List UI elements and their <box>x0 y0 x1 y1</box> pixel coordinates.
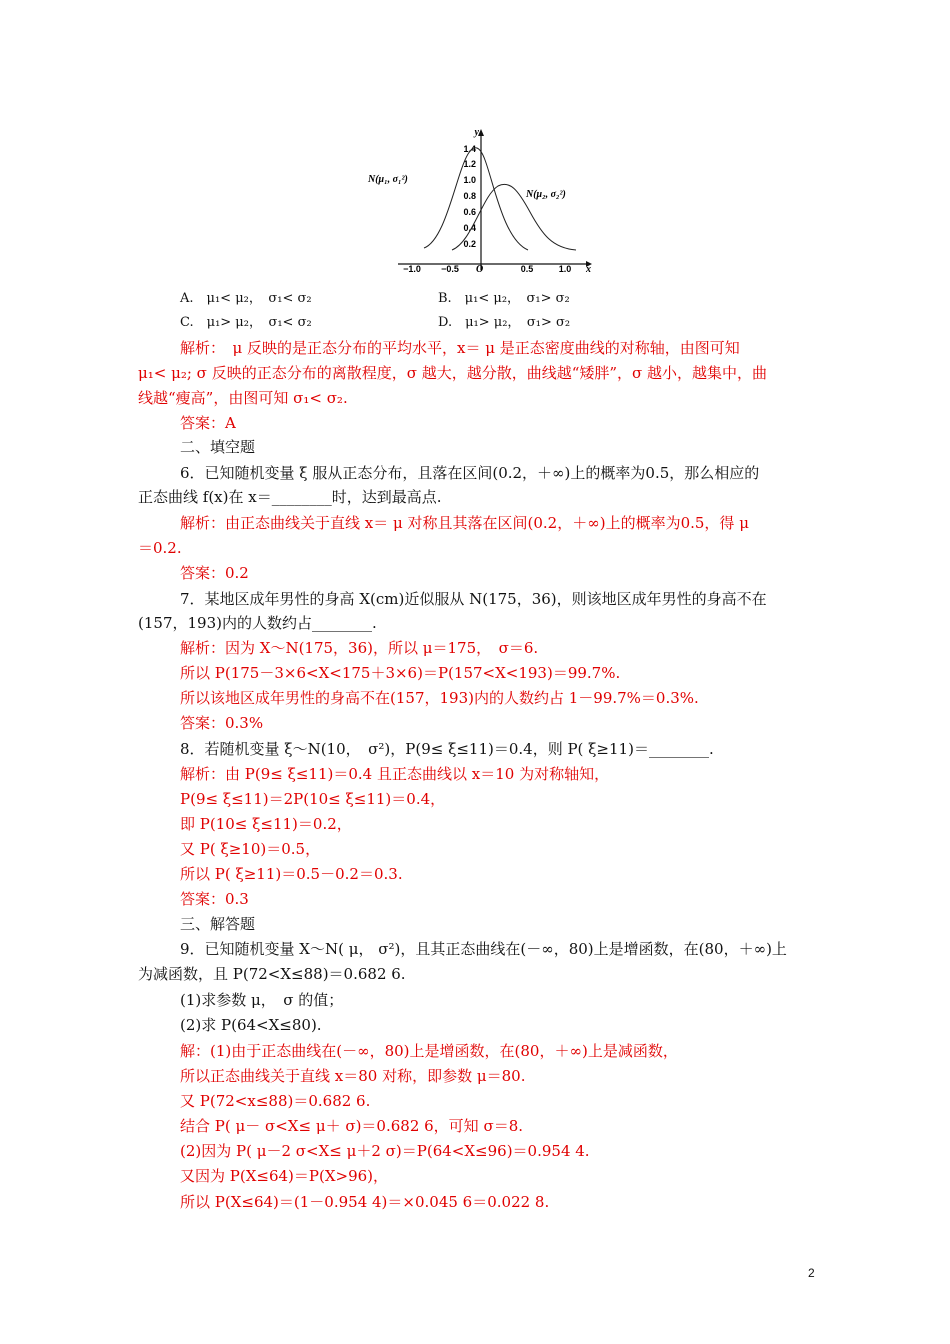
y-tick-label: 0.6 <box>463 207 476 217</box>
text-line: ＝0.2. <box>138 539 182 557</box>
y-tick-label: 0.4 <box>463 223 476 233</box>
text-line: 解：(1)由于正态曲线在(－∞，80)上是增函数，在(80，＋∞)上是减函数， <box>180 1042 678 1060</box>
y-axis-label: y <box>474 127 479 138</box>
text-line: 所以该地区成年男性的身高不在(157，193)内的人数约占 1－99.7%＝0.3%. <box>180 689 699 707</box>
text-line: 所以 P(175－3×6<X<175＋3×6)＝P(157<X<193)＝99.7%. <box>180 664 621 682</box>
text-line: 答案：A <box>180 414 236 432</box>
x-tick-label: 0.5 <box>520 264 534 274</box>
y-tick-label: 1.2 <box>463 159 476 169</box>
text-line: 解析：由 P(9≤ ξ≤11)＝0.4 且正态曲线以 x＝10 为对称轴知， <box>180 765 610 783</box>
text-line: 所以 P(X≤64)＝(1－0.954 4)＝×0.045 6＝0.022 8. <box>180 1193 550 1211</box>
curve-2-label: N(μ₂, σ₂²) <box>526 189 566 200</box>
option-d: D. μ₁> μ₂， σ₁> σ₂ <box>438 315 571 330</box>
y-tick-label: 0.2 <box>463 239 476 249</box>
text-line: 答案：0.3% <box>180 714 264 732</box>
option-a: A. μ₁< μ₂， σ₁< σ₂ <box>180 291 312 306</box>
curve-1-label: N(μ₁, σ₁²) <box>368 174 408 185</box>
text-line: 正态曲线 f(x)在 x＝________时，达到最高点. <box>138 488 442 506</box>
y-tick-label: 0.8 <box>463 191 476 201</box>
curve-1 <box>424 148 528 250</box>
option-b: B. μ₁< μ₂， σ₁> σ₂ <box>438 291 570 306</box>
text-line: 为减函数，且 P(72<X≤88)＝0.682 6. <box>138 965 406 983</box>
text-line: 答案：0.2 <box>180 564 249 582</box>
text-line: (2)因为 P( μ－2 σ<X≤ μ＋2 σ)＝P(64<X≤96)＝0.954 4. <box>180 1142 590 1160</box>
text-line: 解析：由正态曲线关于直线 x＝ μ 对称且其落在区间(0.2，＋∞)上的概率为0.5，得 μ <box>180 514 749 532</box>
text-line: (2)求 P(64<X≤80). <box>180 1016 322 1034</box>
text-line: 又 P(72<x≤88)＝0.682 6. <box>180 1092 371 1110</box>
y-tick-label: 1.0 <box>463 175 476 185</box>
text-line: 所以正态曲线关于直线 x＝80 对称，即参数 μ＝80. <box>180 1067 526 1085</box>
text-line: 又因为 P(X≤64)＝P(X>96)， <box>180 1167 389 1185</box>
text-line: 即 P(10≤ ξ≤11)＝0.2， <box>180 815 352 833</box>
text-line: 解析： μ 反映的是正态分布的平均水平，x＝ μ 是正态密度曲线的对称轴，由图可知 <box>180 339 740 357</box>
text-line: 7．某地区成年男性的身高 X(cm)近似服从 N(175，36)，则该地区成年男性的身高不在 <box>180 590 767 608</box>
text-line: 二、填空题 <box>180 438 256 456</box>
text-line: 线越“瘦高”，由图可知 σ₁< σ₂. <box>138 389 348 407</box>
text-line: 8．若随机变量 ξ～N(10， σ²)，P(9≤ ξ≤11)＝0.4，则 P( ξ≥11)＝________. <box>180 740 714 758</box>
x-axis-label: x <box>586 264 591 275</box>
normal-curves-figure <box>364 124 596 280</box>
text-line: (157，193)内的人数约占________. <box>138 614 377 632</box>
figure-svg <box>364 124 596 280</box>
text-line: 9．已知随机变量 X～N( μ， σ²)，且其正态曲线在(－∞，80)上是增函数，在(80，＋∞)上 <box>180 940 787 958</box>
x-tick-label: −0.5 <box>441 264 459 274</box>
text-line: μ₁< μ₂; σ 反映的正态分布的离散程度，σ 越大，越分散，曲线越“矮胖”，σ 越小，越集中，曲 <box>138 364 768 382</box>
text-line: 三、解答题 <box>180 915 256 933</box>
text-line: 所以 P( ξ≥11)＝0.5－0.2＝0.3. <box>180 865 403 883</box>
y-tick-label: 1.4 <box>463 144 476 154</box>
option-c: C. μ₁> μ₂， σ₁< σ₂ <box>180 315 312 330</box>
x-tick-label: −1.0 <box>403 264 421 274</box>
text-line: 6．已知随机变量 ξ 服从正态分布，且落在区间(0.2，＋∞)上的概率为0.5，那么相应的 <box>180 464 760 482</box>
text-line: 结合 P( μ－ σ<X≤ μ＋ σ)＝0.682 6，可知 σ＝8. <box>180 1117 524 1135</box>
x-tick-label: 1.0 <box>558 264 572 274</box>
text-line: (1)求参数 μ， σ 的值； <box>180 991 344 1009</box>
page-number: 2 <box>808 1266 815 1280</box>
text-line: 解析：因为 X～N(175，36)，所以 μ＝175， σ＝6. <box>180 639 539 657</box>
origin-label: O <box>476 264 484 275</box>
text-line: 又 P( ξ≥10)＝0.5， <box>180 840 321 858</box>
text-line: P(9≤ ξ≤11)＝2P(10≤ ξ≤11)＝0.4， <box>180 790 446 808</box>
text-line: 答案：0.3 <box>180 890 249 908</box>
